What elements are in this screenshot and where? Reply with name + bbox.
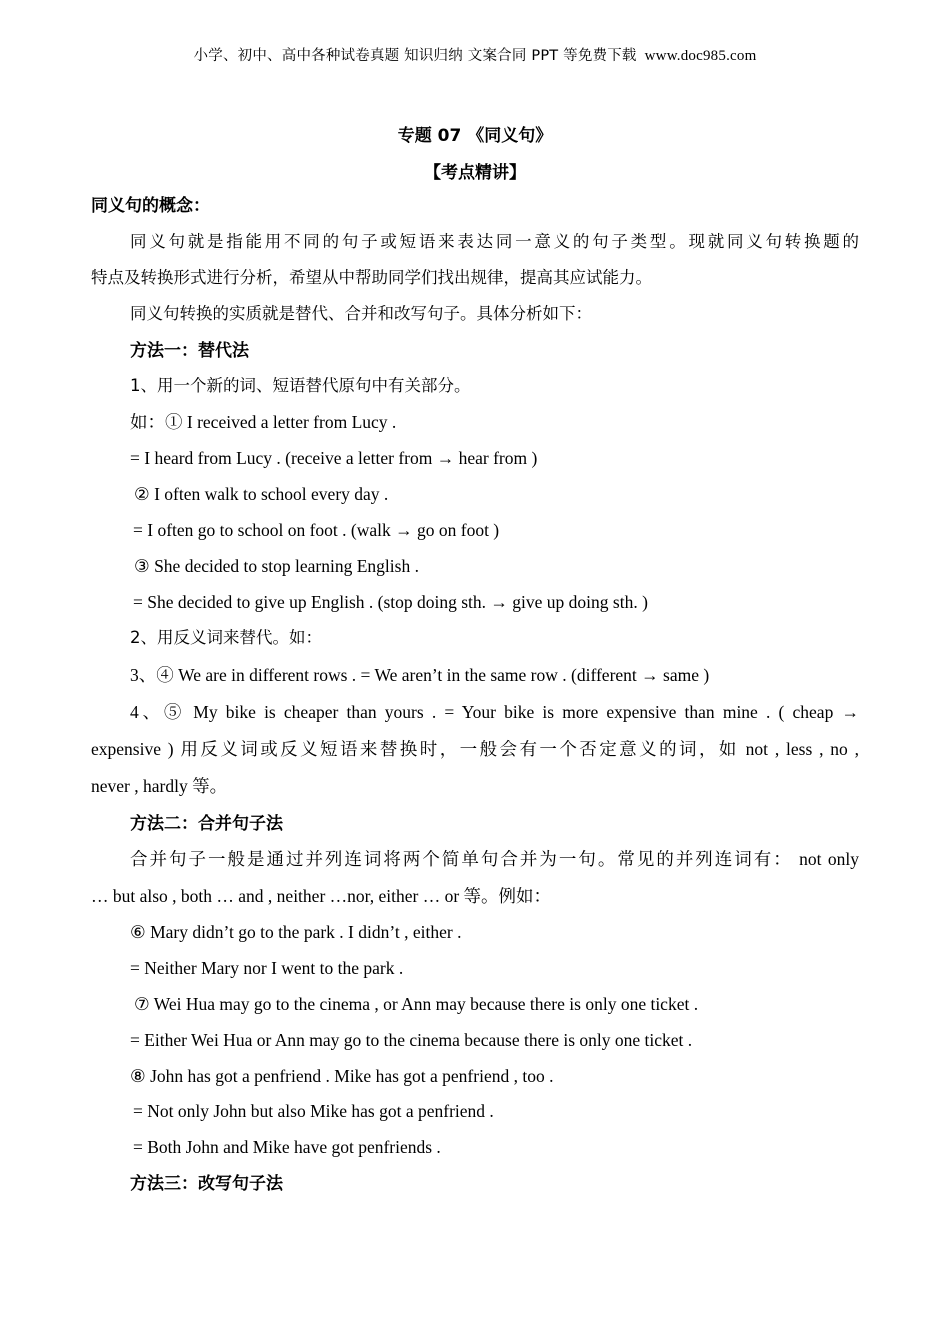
header-text: 小学、初中、高中各种试卷真题 知识归纳 文案合同 PPT 等免费下载: [193, 48, 637, 64]
example-7-rewrite: = Either Wei Hua or Ann may go to the cinema because there is only one ticket .: [130, 1030, 693, 1050]
example-6-rewrite: = Neither Mary nor I went to the park .: [130, 958, 404, 978]
method-2-intro-line-2: … but also , both … and , neither …nor, either … or 等。例如：: [91, 886, 552, 906]
header-url[interactable]: www.doc985.com: [644, 48, 757, 64]
method-2-intro-line-1: 合并句子一般是通过并列连词将两个简单句合并为一句。常见的并列连词有： not only: [130, 849, 859, 869]
example-3-original: ③ She decided to stop learning English .: [134, 556, 419, 576]
method-2-heading: 方法二：合并句子法: [130, 814, 283, 834]
example-2-original: ② I often walk to school every day .: [134, 484, 389, 504]
method-1-heading: 方法一：替代法: [130, 341, 249, 361]
intro-paragraph-2: 同义句转换的实质就是替代、合并和改写句子。具体分析如下：: [130, 304, 592, 323]
concept-heading: 同义句的概念：: [91, 196, 210, 216]
method-1-point-3: 3、④ We are in different rows . = We aren’t in the same row . (different → same ): [130, 665, 710, 685]
method-1-point-4-line-3: never , hardly 等。: [91, 776, 228, 796]
page-header: [0, 44, 950, 65]
intro-paragraph-line-1: 同义句就是指能用不同的句子或短语来表达同一意义的句子类型。现就同义句转换题的: [130, 232, 859, 251]
intro-paragraph-line-2: 特点及转换形式进行分析，希望从中帮助同学们找出规律，提高其应试能力。: [91, 268, 652, 287]
method-1-point-1: 1、用一个新的词、短语替代原句中有关部分。: [130, 376, 471, 395]
example-8-rewrite-2: = Both John and Mike have got penfriends .: [133, 1137, 441, 1157]
method-1-point-4-line-1: 4、⑤ My bike is cheaper than yours . = Your bike is more expensive than mine . ( cheap →: [130, 702, 859, 722]
example-8-original: ⑧ John has got a penfriend . Mike has got a penfriend , too .: [130, 1066, 554, 1086]
example-1-original: 如：① I received a letter from Lucy .: [130, 412, 397, 432]
example-6-original: ⑥ Mary didn’t go to the park . I didn’t , either .: [130, 922, 462, 942]
example-8-rewrite-1: = Not only John but also Mike has got a penfriend .: [133, 1101, 494, 1121]
example-3-rewrite: = She decided to give up English . (stop doing sth. → give up doing sth. ): [133, 592, 648, 612]
method-1-point-4-line-2: expensive ) 用反义词或反义短语来替换时，一般会有一个否定意义的词，如 not , less , no ,: [91, 739, 859, 759]
example-1-rewrite: = I heard from Lucy . (receive a letter from → hear from ): [130, 448, 538, 468]
document-title: 专题 07 《同义句》: [397, 126, 553, 146]
example-7-original: ⑦ Wei Hua may go to the cinema , or Ann may because there is only one ticket .: [134, 994, 699, 1014]
method-3-heading: 方法三：改写句子法: [130, 1174, 283, 1194]
document-subtitle: 【考点精讲】: [424, 163, 526, 183]
method-1-point-2: 2、用反义词来替代。如：: [130, 628, 322, 647]
example-2-rewrite: = I often go to school on foot . (walk → go on foot ): [133, 520, 500, 540]
